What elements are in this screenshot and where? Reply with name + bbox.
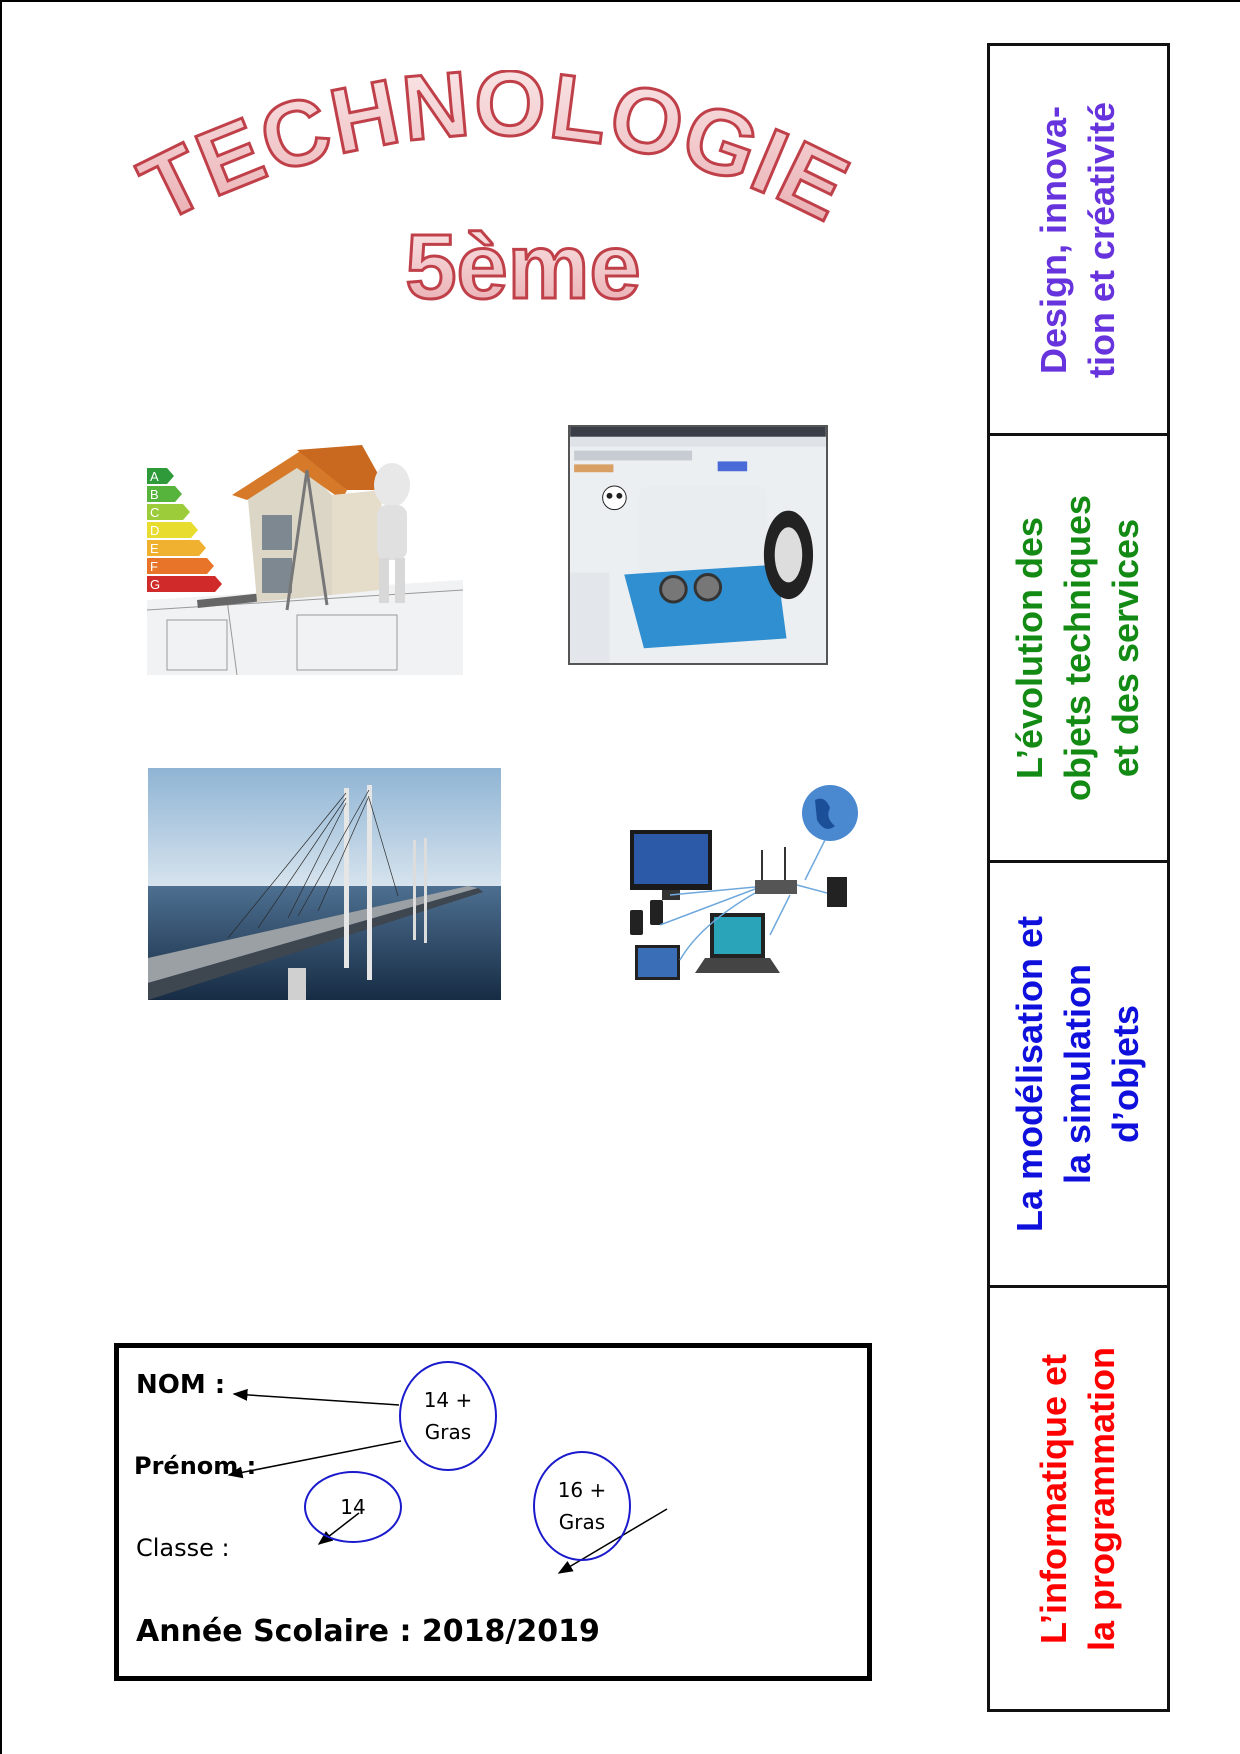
nom-label: NOM : xyxy=(136,1370,226,1400)
svg-text:F: F xyxy=(150,559,158,574)
annotation-14-bold xyxy=(399,1361,497,1471)
theme-line: objets techniques xyxy=(1057,494,1099,802)
annotation-text: 14 + xyxy=(423,1388,473,1412)
theme-design xyxy=(990,46,1167,436)
theme-line: la programmation xyxy=(1081,1346,1123,1651)
theme-line: tion et créativité xyxy=(1081,101,1123,378)
network-image xyxy=(610,785,860,980)
annotation-14 xyxy=(304,1471,402,1543)
annotation-16-bold xyxy=(533,1451,631,1561)
theme-line: L’informatique et xyxy=(1033,1353,1075,1644)
theme-line: d’objets xyxy=(1105,1005,1147,1144)
title-wordart xyxy=(80,70,910,320)
svg-text:G: G xyxy=(150,577,161,592)
title-grade: 5ème xyxy=(405,216,641,318)
theme-evolution xyxy=(990,436,1167,863)
student-info-box xyxy=(114,1343,872,1681)
title-main: TECHNOLOGIE xyxy=(125,70,865,242)
house-design-image xyxy=(147,440,463,675)
theme-informatique xyxy=(990,1288,1167,1709)
classe-label: Classe : xyxy=(136,1534,230,1562)
annotation-text: Gras xyxy=(424,1420,472,1444)
annotation-text: 14 xyxy=(340,1495,366,1519)
bridge-image xyxy=(148,768,501,1000)
theme-line: L’évolution des xyxy=(1009,516,1051,780)
robot-programming-image xyxy=(568,425,828,665)
theme-line: et des services xyxy=(1105,518,1147,778)
annotation-text: Gras xyxy=(558,1510,606,1534)
theme-line: la simulation xyxy=(1057,963,1099,1185)
svg-text:D: D xyxy=(150,523,160,538)
annotation-text: 16 + xyxy=(557,1478,607,1502)
themes-column xyxy=(987,43,1170,1712)
svg-text:B: B xyxy=(150,487,159,502)
annee-scolaire-label: Année Scolaire : 2018/2019 xyxy=(136,1614,600,1649)
theme-line: La modélisation et xyxy=(1009,915,1051,1233)
theme-modelisation xyxy=(990,863,1167,1288)
svg-text:C: C xyxy=(150,505,160,520)
theme-line: Design, innova- xyxy=(1033,105,1075,374)
svg-text:E: E xyxy=(150,541,159,556)
prenom-label: Prénom : xyxy=(134,1452,257,1480)
svg-text:A: A xyxy=(150,469,159,484)
